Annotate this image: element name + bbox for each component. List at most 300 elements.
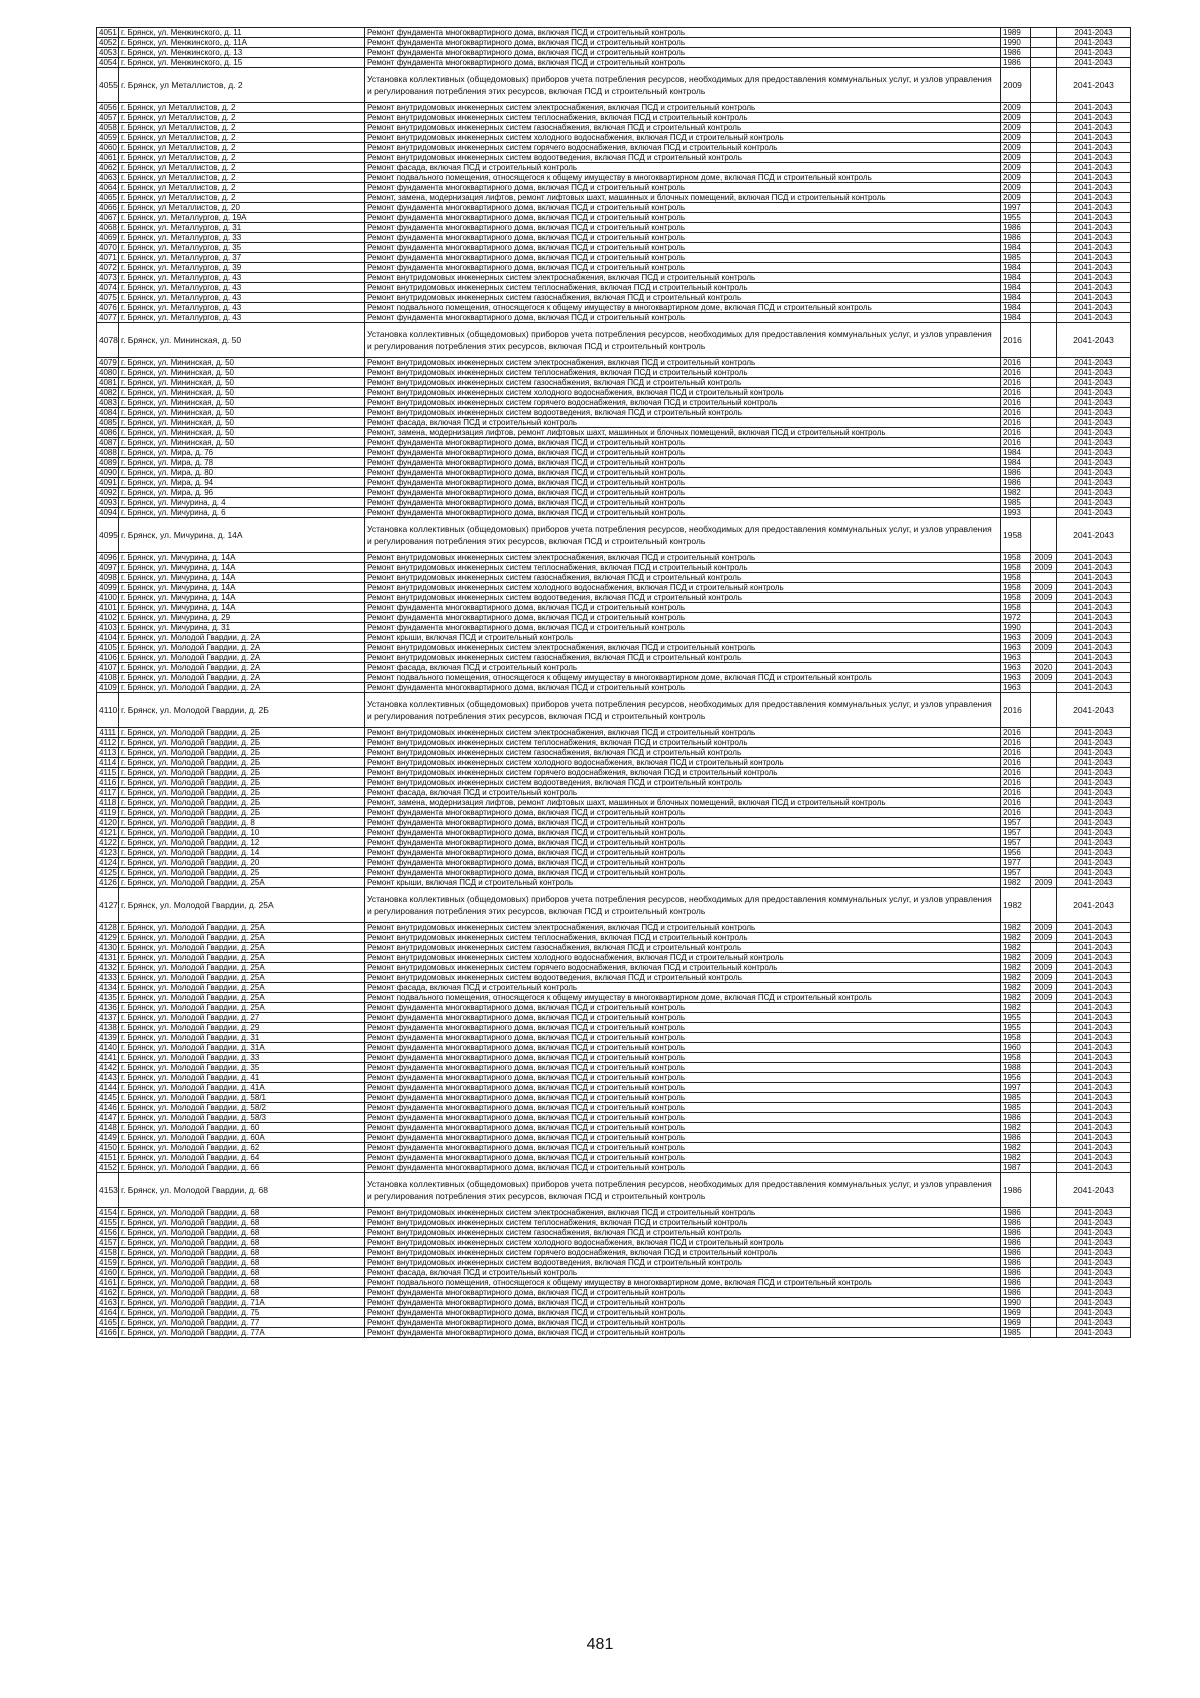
year-cell — [1031, 653, 1057, 663]
table-row — [97, 468, 1131, 478]
year-cell — [1031, 283, 1057, 293]
address-cell: г. Брянск, ул. Мининская, д. 50 — [119, 368, 365, 378]
table-row — [97, 983, 1131, 993]
work-type-cell: Ремонт фундамента многоквартирного дома, включая ПСД и строительный контроль — [365, 203, 1001, 213]
period-cell: 2041-2043 — [1057, 593, 1131, 603]
year-cell — [1031, 358, 1057, 368]
period-cell: 2041-2043 — [1057, 1208, 1131, 1218]
year-cell: 2009 — [1031, 993, 1057, 1003]
year-built-cell: 2016 — [1001, 768, 1031, 778]
year-cell — [1031, 458, 1057, 468]
year-cell: 2009 — [1031, 973, 1057, 983]
year-cell — [1031, 613, 1057, 623]
row-number: 4090 — [97, 468, 119, 478]
row-number: 4066 — [97, 203, 119, 213]
work-type-cell: Ремонт внутридомовых инженерных систем водоотведения, включая ПСД и строительный контроль — [365, 408, 1001, 418]
year-built-cell: 1957 — [1001, 828, 1031, 838]
address-cell: г. Брянск, ул Металлистов, д. 20 — [119, 203, 365, 213]
row-number: 4061 — [97, 153, 119, 163]
table-row — [97, 1228, 1131, 1238]
table-row — [97, 923, 1131, 933]
table-row — [97, 58, 1131, 68]
work-type-cell: Ремонт фундамента многоквартирного дома, включая ПСД и строительный контроль — [365, 1083, 1001, 1093]
row-number: 4095 — [97, 518, 119, 553]
work-type-cell: Ремонт внутридомовых инженерных систем газоснабжения, включая ПСД и строительный контроль — [365, 293, 1001, 303]
year-built-cell: 2009 — [1001, 153, 1031, 163]
year-built-cell: 1986 — [1001, 1133, 1031, 1143]
work-type-cell: Ремонт, замена, модернизация лифтов, ремонт лифтовых шахт, машинных и блочных помещений, включая ПСД и строительный контроль — [365, 798, 1001, 808]
year-cell — [1031, 838, 1057, 848]
work-type-cell: Ремонт фундамента многоквартирного дома, включая ПСД и строительный контроль — [365, 498, 1001, 508]
period-cell: 2041-2043 — [1057, 858, 1131, 868]
period-cell: 2041-2043 — [1057, 788, 1131, 798]
year-cell — [1031, 1173, 1057, 1208]
address-cell: г. Брянск, ул. Молодой Гвардии, д. 25А — [119, 878, 365, 888]
year-cell — [1031, 193, 1057, 203]
year-built-cell: 1986 — [1001, 223, 1031, 233]
period-cell: 2041-2043 — [1057, 633, 1131, 643]
year-built-cell: 1957 — [1001, 868, 1031, 878]
period-cell: 2041-2043 — [1057, 408, 1131, 418]
work-type-cell: Ремонт внутридомовых инженерных систем газоснабжения, включая ПСД и строительный контроль — [365, 653, 1001, 663]
table-row — [97, 1268, 1131, 1278]
year-cell — [1031, 478, 1057, 488]
address-cell: г. Брянск, ул. Молодой Гвардии, д. 68 — [119, 1278, 365, 1288]
period-cell: 2041-2043 — [1057, 153, 1131, 163]
row-number: 4155 — [97, 1218, 119, 1228]
work-type-cell: Ремонт фундамента многоквартирного дома, включая ПСД и строительный контроль — [365, 828, 1001, 838]
address-cell: г. Брянск, ул. Молодой Гвардии, д. 41А — [119, 1083, 365, 1093]
row-number: 4115 — [97, 768, 119, 778]
work-type-cell: Ремонт фундамента многоквартирного дома, включая ПСД и строительный контроль — [365, 848, 1001, 858]
work-type-cell: Ремонт фундамента многоквартирного дома, включая ПСД и строительный контроль — [365, 458, 1001, 468]
row-number: 4121 — [97, 828, 119, 838]
period-cell: 2041-2043 — [1057, 28, 1131, 38]
row-number: 4119 — [97, 808, 119, 818]
year-cell — [1031, 488, 1057, 498]
year-built-cell: 1986 — [1001, 1218, 1031, 1228]
year-cell — [1031, 1228, 1057, 1238]
row-number: 4074 — [97, 283, 119, 293]
address-cell: г. Брянск, ул. Мининская, д. 50 — [119, 378, 365, 388]
year-built-cell: 1963 — [1001, 663, 1031, 673]
table-row — [97, 273, 1131, 283]
row-number: 4159 — [97, 1258, 119, 1268]
row-number: 4108 — [97, 673, 119, 683]
period-cell: 2041-2043 — [1057, 123, 1131, 133]
document-page — [96, 27, 1130, 1338]
period-cell: 2041-2043 — [1057, 488, 1131, 498]
year-built-cell: 1984 — [1001, 243, 1031, 253]
row-number: 4091 — [97, 478, 119, 488]
row-number: 4084 — [97, 408, 119, 418]
year-built-cell: 1963 — [1001, 633, 1031, 643]
table-row — [97, 1163, 1131, 1173]
table-row — [97, 838, 1131, 848]
year-cell: 2009 — [1031, 878, 1057, 888]
year-built-cell: 1982 — [1001, 933, 1031, 943]
work-type-cell: Ремонт фасада, включая ПСД и строительный контроль — [365, 663, 1001, 673]
table-row — [97, 488, 1131, 498]
period-cell: 2041-2043 — [1057, 428, 1131, 438]
table-row — [97, 818, 1131, 828]
row-number: 4053 — [97, 48, 119, 58]
row-number: 4086 — [97, 428, 119, 438]
address-cell: г. Брянск, ул. Молодой Гвардии, д. 68 — [119, 1258, 365, 1268]
address-cell: г. Брянск, ул. Молодой Гвардии, д. 25А — [119, 923, 365, 933]
year-cell — [1031, 858, 1057, 868]
year-cell — [1031, 508, 1057, 518]
year-built-cell: 2016 — [1001, 418, 1031, 428]
row-number: 4063 — [97, 173, 119, 183]
table-row — [97, 203, 1131, 213]
row-number: 4118 — [97, 798, 119, 808]
year-built-cell: 1982 — [1001, 888, 1031, 923]
period-cell: 2041-2043 — [1057, 418, 1131, 428]
work-type-cell: Ремонт внутридомовых инженерных систем электроснабжения, включая ПСД и строительный контроль — [365, 923, 1001, 933]
year-cell: 2009 — [1031, 633, 1057, 643]
row-number: 4105 — [97, 643, 119, 653]
address-cell: г. Брянск, ул. Молодой Гвардии, д. 41 — [119, 1073, 365, 1083]
table-row — [97, 303, 1131, 313]
table-row — [97, 358, 1131, 368]
work-type-cell: Ремонт фасада, включая ПСД и строительный контроль — [365, 163, 1001, 173]
table-row — [97, 1123, 1131, 1133]
year-cell — [1031, 738, 1057, 748]
year-cell — [1031, 153, 1057, 163]
work-type-cell: Ремонт фундамента многоквартирного дома, включая ПСД и строительный контроль — [365, 1073, 1001, 1083]
period-cell: 2041-2043 — [1057, 313, 1131, 323]
table-row — [97, 193, 1131, 203]
work-type-cell: Ремонт фундамента многоквартирного дома, включая ПСД и строительный контроль — [365, 253, 1001, 263]
year-cell — [1031, 758, 1057, 768]
period-cell: 2041-2043 — [1057, 223, 1131, 233]
row-number: 4067 — [97, 213, 119, 223]
work-type-cell: Ремонт фундамента многоквартирного дома, включая ПСД и строительный контроль — [365, 183, 1001, 193]
year-built-cell: 2009 — [1001, 173, 1031, 183]
year-cell — [1031, 1143, 1057, 1153]
address-cell: г. Брянск, ул. Менжинского, д. 11 — [119, 28, 365, 38]
year-cell — [1031, 1238, 1057, 1248]
address-cell: г. Брянск, ул. Мира, д. 94 — [119, 478, 365, 488]
year-built-cell: 2016 — [1001, 428, 1031, 438]
year-built-cell: 1982 — [1001, 1143, 1031, 1153]
row-number: 4158 — [97, 1248, 119, 1258]
row-number: 4075 — [97, 293, 119, 303]
address-cell: г. Брянск, ул Металлистов, д. 2 — [119, 113, 365, 123]
year-built-cell: 1958 — [1001, 563, 1031, 573]
address-cell: г. Брянск, ул Металлистов, д. 2 — [119, 133, 365, 143]
year-built-cell: 1997 — [1001, 1083, 1031, 1093]
row-number: 4127 — [97, 888, 119, 923]
work-type-cell: Ремонт подвального помещения, относящегося к общему имуществу в многоквартирном доме, включая ПСД и строительный контроль — [365, 673, 1001, 683]
address-cell: г. Брянск, ул. Молодой Гвардии, д. 33 — [119, 1053, 365, 1063]
work-type-cell: Установка коллективных (общедомовых) приборов учета потребления ресурсов, необходимых для предоставления коммунальных услуг, и узлов управления и регулирования потребления этих ресурсов, включая ПСД и строительный контроль — [365, 323, 1001, 358]
address-cell: г. Брянск, ул. Молодой Гвардии, д. 62 — [119, 1143, 365, 1153]
year-cell — [1031, 808, 1057, 818]
row-number: 4060 — [97, 143, 119, 153]
table-row — [97, 828, 1131, 838]
row-number: 4114 — [97, 758, 119, 768]
year-cell — [1031, 1023, 1057, 1033]
row-number: 4124 — [97, 858, 119, 868]
table-row — [97, 133, 1131, 143]
work-type-cell: Ремонт крыши, включая ПСД и строительный контроль — [365, 878, 1001, 888]
work-type-cell: Ремонт внутридомовых инженерных систем водоотведения, включая ПСД и строительный контроль — [365, 973, 1001, 983]
year-cell — [1031, 518, 1057, 553]
year-cell — [1031, 1258, 1057, 1268]
year-built-cell: 1982 — [1001, 983, 1031, 993]
year-built-cell: 1956 — [1001, 1073, 1031, 1083]
row-number: 4100 — [97, 593, 119, 603]
row-number: 4107 — [97, 663, 119, 673]
work-type-cell: Ремонт фундамента многоквартирного дома, включая ПСД и строительный контроль — [365, 508, 1001, 518]
work-type-cell: Ремонт фундамента многоквартирного дома, включая ПСД и строительный контроль — [365, 1318, 1001, 1328]
period-cell: 2041-2043 — [1057, 358, 1131, 368]
address-cell: г. Брянск, ул. Молодой Гвардии, д. 60А — [119, 1133, 365, 1143]
address-cell: г. Брянск, ул. Молодой Гвардии, д. 77 — [119, 1318, 365, 1328]
year-built-cell: 2016 — [1001, 748, 1031, 758]
row-number: 4101 — [97, 603, 119, 613]
year-cell — [1031, 48, 1057, 58]
year-cell: 2009 — [1031, 963, 1057, 973]
row-number: 4083 — [97, 398, 119, 408]
row-number: 4057 — [97, 113, 119, 123]
address-cell: г. Брянск, ул Металлистов, д. 2 — [119, 123, 365, 133]
period-cell: 2041-2043 — [1057, 193, 1131, 203]
year-cell — [1031, 828, 1057, 838]
year-built-cell: 1986 — [1001, 1228, 1031, 1238]
work-type-cell: Ремонт фундамента многоквартирного дома, включая ПСД и строительный контроль — [365, 838, 1001, 848]
row-number: 4088 — [97, 448, 119, 458]
year-built-cell: 1958 — [1001, 553, 1031, 563]
year-built-cell: 1990 — [1001, 623, 1031, 633]
table-row — [97, 293, 1131, 303]
address-cell: г. Брянск, ул. Молодой Гвардии, д. 2Б — [119, 728, 365, 738]
work-type-cell: Ремонт фундамента многоквартирного дома, включая ПСД и строительный контроль — [365, 28, 1001, 38]
address-cell: г. Брянск, ул Металлистов, д. 2 — [119, 153, 365, 163]
address-cell: г. Брянск, ул. Мининская, д. 50 — [119, 388, 365, 398]
period-cell: 2041-2043 — [1057, 1123, 1131, 1133]
year-built-cell: 1969 — [1001, 1308, 1031, 1318]
period-cell: 2041-2043 — [1057, 963, 1131, 973]
work-type-cell: Ремонт фундамента многоквартирного дома, включая ПСД и строительный контроль — [365, 868, 1001, 878]
row-number: 4160 — [97, 1268, 119, 1278]
work-type-cell: Ремонт фундамента многоквартирного дома, включая ПСД и строительный контроль — [365, 1013, 1001, 1023]
table-row — [97, 1103, 1131, 1113]
year-cell — [1031, 1328, 1057, 1338]
row-number: 4141 — [97, 1053, 119, 1063]
row-number: 4136 — [97, 1003, 119, 1013]
period-cell: 2041-2043 — [1057, 1063, 1131, 1073]
row-number: 4130 — [97, 943, 119, 953]
address-cell: г. Брянск, ул. Мичурина, д. 29 — [119, 613, 365, 623]
year-built-cell: 1982 — [1001, 1123, 1031, 1133]
row-number: 4143 — [97, 1073, 119, 1083]
year-built-cell: 1986 — [1001, 1248, 1031, 1258]
work-type-cell: Ремонт фундамента многоквартирного дома, включая ПСД и строительный контроль — [365, 1053, 1001, 1063]
address-cell: г. Брянск, ул. Металлургов, д. 37 — [119, 253, 365, 263]
work-type-cell: Ремонт внутридомовых инженерных систем электроснабжения, включая ПСД и строительный контроль — [365, 358, 1001, 368]
year-built-cell: 1985 — [1001, 1093, 1031, 1103]
row-number: 4112 — [97, 738, 119, 748]
work-type-cell: Ремонт фундамента многоквартирного дома, включая ПСД и строительный контроль — [365, 243, 1001, 253]
address-cell: г. Брянск, ул. Мичурина, д. 14А — [119, 583, 365, 593]
row-number: 4117 — [97, 788, 119, 798]
period-cell: 2041-2043 — [1057, 103, 1131, 113]
year-built-cell: 1958 — [1001, 583, 1031, 593]
table-row — [97, 848, 1131, 858]
year-built-cell: 2009 — [1001, 193, 1031, 203]
table-row — [97, 1218, 1131, 1228]
table-row — [97, 1003, 1131, 1013]
year-built-cell: 1960 — [1001, 1043, 1031, 1053]
work-type-cell: Ремонт фундамента многоквартирного дома, включая ПСД и строительный контроль — [365, 48, 1001, 58]
address-cell: г. Брянск, ул. Молодой Гвардии, д. 66 — [119, 1163, 365, 1173]
year-built-cell: 1986 — [1001, 478, 1031, 488]
year-cell: 2009 — [1031, 983, 1057, 993]
period-cell: 2041-2043 — [1057, 683, 1131, 693]
address-cell: г. Брянск, ул. Молодой Гвардии, д. 68 — [119, 1238, 365, 1248]
work-type-cell: Ремонт подвального помещения, относящегося к общему имуществу в многоквартирном доме, включая ПСД и строительный контроль — [365, 993, 1001, 1003]
address-cell: г. Брянск, ул. Мичурина, д. 31 — [119, 623, 365, 633]
period-cell: 2041-2043 — [1057, 923, 1131, 933]
work-type-cell: Ремонт фундамента многоквартирного дома, включая ПСД и строительный контроль — [365, 1163, 1001, 1173]
year-cell — [1031, 243, 1057, 253]
year-cell — [1031, 573, 1057, 583]
row-number: 4139 — [97, 1033, 119, 1043]
address-cell: г. Брянск, ул. Мининская, д. 50 — [119, 428, 365, 438]
period-cell: 2041-2043 — [1057, 768, 1131, 778]
year-cell — [1031, 1083, 1057, 1093]
work-type-cell: Ремонт фундамента многоквартирного дома, включая ПСД и строительный контроль — [365, 1123, 1001, 1133]
work-type-cell: Ремонт внутридомовых инженерных систем горячего водоснабжения, включая ПСД и строительный контроль — [365, 398, 1001, 408]
table-row — [97, 323, 1131, 358]
work-type-cell: Ремонт внутридомовых инженерных систем электроснабжения, включая ПСД и строительный контроль — [365, 728, 1001, 738]
year-built-cell: 1986 — [1001, 468, 1031, 478]
row-number: 4125 — [97, 868, 119, 878]
table-row — [97, 1318, 1131, 1328]
row-number: 4135 — [97, 993, 119, 1003]
year-cell — [1031, 1073, 1057, 1083]
period-cell: 2041-2043 — [1057, 933, 1131, 943]
table-row — [97, 1288, 1131, 1298]
row-number: 4140 — [97, 1043, 119, 1053]
table-row — [97, 673, 1131, 683]
table-row — [97, 223, 1131, 233]
year-built-cell: 2016 — [1001, 778, 1031, 788]
row-number: 4094 — [97, 508, 119, 518]
period-cell: 2041-2043 — [1057, 613, 1131, 623]
address-cell: г. Брянск, ул. Молодой Гвардии, д. 2Б — [119, 738, 365, 748]
row-number: 4165 — [97, 1318, 119, 1328]
period-cell: 2041-2043 — [1057, 1083, 1131, 1093]
address-cell: г. Брянск, ул. Молодой Гвардии, д. 71А — [119, 1298, 365, 1308]
table-row — [97, 428, 1131, 438]
row-number: 4154 — [97, 1208, 119, 1218]
year-cell — [1031, 273, 1057, 283]
table-row — [97, 993, 1131, 1003]
row-number: 4065 — [97, 193, 119, 203]
period-cell: 2041-2043 — [1057, 573, 1131, 583]
address-cell: г. Брянск, ул Металлистов, д. 2 — [119, 163, 365, 173]
address-cell: г. Брянск, ул. Мининская, д. 50 — [119, 358, 365, 368]
table-row — [97, 738, 1131, 748]
period-cell: 2041-2043 — [1057, 143, 1131, 153]
work-type-cell: Ремонт внутридомовых инженерных систем горячего водоснабжения, включая ПСД и строительный контроль — [365, 1248, 1001, 1258]
table-row — [97, 1023, 1131, 1033]
period-cell: 2041-2043 — [1057, 673, 1131, 683]
year-built-cell: 1955 — [1001, 1023, 1031, 1033]
work-type-cell: Ремонт фундамента многоквартирного дома, включая ПСД и строительный контроль — [365, 808, 1001, 818]
period-cell: 2041-2043 — [1057, 508, 1131, 518]
address-cell: г. Брянск, ул. Молодой Гвардии, д. 12 — [119, 838, 365, 848]
work-type-cell: Ремонт подвального помещения, относящегося к общему имуществу в многоквартирном доме, включая ПСД и строительный контроль — [365, 1278, 1001, 1288]
year-built-cell: 2016 — [1001, 788, 1031, 798]
address-cell: г. Брянск, ул. Металлургов, д. 43 — [119, 293, 365, 303]
year-cell: 2009 — [1031, 673, 1057, 683]
row-number: 4073 — [97, 273, 119, 283]
year-cell — [1031, 888, 1057, 923]
period-cell: 2041-2043 — [1057, 1153, 1131, 1163]
address-cell: г. Брянск, ул. Молодой Гвардии, д. 25А — [119, 973, 365, 983]
table-row — [97, 508, 1131, 518]
address-cell: г. Брянск, ул. Молодой Гвардии, д. 31 — [119, 1033, 365, 1043]
table-row — [97, 953, 1131, 963]
year-built-cell: 2016 — [1001, 388, 1031, 398]
address-cell: г. Брянск, ул. Молодой Гвардии, д. 29 — [119, 1023, 365, 1033]
period-cell: 2041-2043 — [1057, 233, 1131, 243]
year-cell — [1031, 1218, 1057, 1228]
table-row — [97, 623, 1131, 633]
year-cell — [1031, 38, 1057, 48]
year-built-cell: 2016 — [1001, 808, 1031, 818]
year-built-cell: 1955 — [1001, 1013, 1031, 1023]
year-cell — [1031, 1318, 1057, 1328]
year-built-cell: 2009 — [1001, 143, 1031, 153]
address-cell: г. Брянск, ул. Молодой Гвардии, д. 25А — [119, 943, 365, 953]
period-cell: 2041-2043 — [1057, 888, 1131, 923]
address-cell: г. Брянск, ул. Молодой Гвардии, д. 27 — [119, 1013, 365, 1023]
year-cell — [1031, 28, 1057, 38]
row-number: 4150 — [97, 1143, 119, 1153]
year-cell — [1031, 213, 1057, 223]
period-cell: 2041-2043 — [1057, 868, 1131, 878]
period-cell: 2041-2043 — [1057, 808, 1131, 818]
year-cell: 2009 — [1031, 553, 1057, 563]
address-cell: г. Брянск, ул. Молодой Гвардии, д. 25А — [119, 953, 365, 963]
period-cell: 2041-2043 — [1057, 653, 1131, 663]
period-cell: 2041-2043 — [1057, 388, 1131, 398]
address-cell: г. Брянск, ул. Молодой Гвардии, д. 68 — [119, 1173, 365, 1208]
year-built-cell: 2016 — [1001, 398, 1031, 408]
period-cell: 2041-2043 — [1057, 1093, 1131, 1103]
year-cell — [1031, 408, 1057, 418]
year-built-cell: 2009 — [1001, 68, 1031, 103]
work-type-cell: Ремонт внутридомовых инженерных систем теплоснабжения, включая ПСД и строительный контроль — [365, 563, 1001, 573]
table-row — [97, 388, 1131, 398]
work-type-cell: Ремонт фундамента многоквартирного дома, включая ПСД и строительный контроль — [365, 623, 1001, 633]
table-row — [97, 858, 1131, 868]
address-cell: г. Брянск, ул. Молодой Гвардии, д. 2Б — [119, 693, 365, 728]
year-built-cell: 2016 — [1001, 693, 1031, 728]
year-built-cell: 1963 — [1001, 653, 1031, 663]
work-type-cell: Ремонт фундамента многоквартирного дома, включая ПСД и строительный контроль — [365, 233, 1001, 243]
row-number: 4153 — [97, 1173, 119, 1208]
address-cell: г. Брянск, ул. Молодой Гвардии, д. 58/3 — [119, 1113, 365, 1123]
year-cell — [1031, 1153, 1057, 1163]
year-cell — [1031, 68, 1057, 103]
